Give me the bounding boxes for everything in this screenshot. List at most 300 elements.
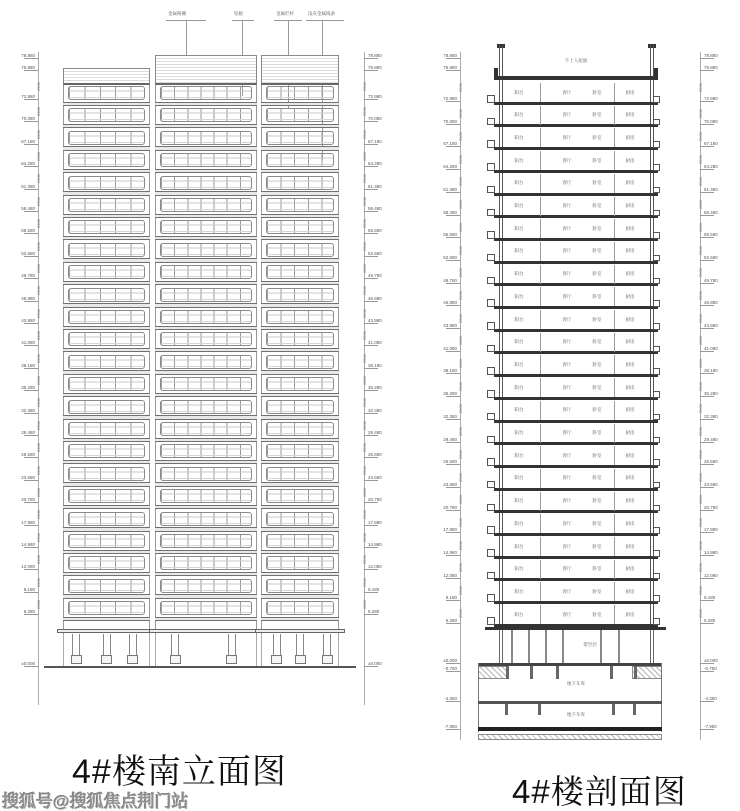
callout-label-4: 浅灰金属线条 [308, 11, 335, 16]
level-tick [364, 70, 378, 71]
level-tick [364, 525, 378, 526]
level-label: 38.180 [443, 368, 457, 374]
level-tick [446, 169, 460, 170]
window-strip [266, 198, 334, 212]
floor-slab [494, 193, 658, 196]
spandrel-band [155, 438, 257, 443]
level-tick [24, 99, 38, 100]
partition-wall [540, 537, 541, 556]
floor-height-dim: 2900 [457, 109, 463, 119]
room-label: 厨房 [625, 361, 635, 367]
level-label: 23.680 [21, 474, 35, 480]
floor-height-dim: 2900 [697, 449, 703, 459]
level-tick [364, 502, 378, 503]
level-label: 64.280 [443, 164, 457, 170]
floor-slab [494, 147, 658, 150]
floor-height-dim: 2900 [361, 174, 367, 184]
level-tick [700, 70, 714, 71]
room-label: 客厅 [562, 543, 572, 549]
balcony-bracket-left [487, 322, 495, 330]
floor-height-dim: 2900 [697, 109, 703, 119]
level-label: 12.080 [368, 564, 382, 570]
room-label: 阳台 [514, 203, 524, 208]
ground-column [618, 630, 620, 663]
spandrel-band [155, 236, 257, 241]
floor-height-dim: 2900 [35, 308, 41, 318]
floor-height-dim: 2900 [697, 268, 703, 278]
balcony-bracket-right [653, 323, 660, 330]
floor-height-dim: 2900 [457, 608, 463, 618]
spandrel-band [63, 527, 150, 532]
room-label: 厨房 [625, 407, 635, 413]
floor-height-dim: 2900 [361, 264, 367, 273]
partition-wall [540, 355, 541, 374]
level-label: 32.380 [368, 407, 382, 413]
partition-wall [614, 242, 615, 261]
room-label: 阳台 [514, 361, 524, 367]
balcony-bracket-right [653, 618, 660, 625]
level-label: 61.380 [704, 186, 718, 192]
spandrel-band [261, 214, 339, 219]
level-label: 61.380 [443, 186, 457, 192]
window-strip [160, 534, 252, 548]
level-tick [24, 457, 38, 458]
floor-height-dim: 2900 [457, 222, 463, 232]
level-tick [446, 442, 460, 443]
level-tick [24, 58, 38, 59]
partition-wall [540, 333, 541, 352]
partition-wall [614, 469, 615, 488]
partition-wall [614, 582, 615, 601]
window-strip [266, 176, 334, 190]
level-tick [700, 396, 714, 397]
level-tick [700, 237, 714, 238]
level-label: 6.280 [368, 609, 380, 615]
level-label: 55.580 [443, 232, 457, 238]
window-strip [266, 131, 334, 145]
floor-height-dim: 2900 [457, 449, 463, 459]
floor-height-dim: 2900 [361, 465, 367, 475]
floor-height-dim: 2900 [457, 359, 463, 369]
level-tick [446, 215, 460, 216]
partition-wall [614, 492, 615, 511]
section-exterior-wall-left [499, 45, 503, 630]
floor-height-dim: 2900 [361, 398, 367, 408]
room-label: 卧室 [592, 475, 602, 481]
floor-height-dim: 2900 [697, 381, 703, 391]
level-label: 67.180 [368, 138, 382, 144]
level-label: 12.080 [704, 572, 718, 578]
spandrel-band [155, 527, 257, 532]
floor-height-dim: 2900 [457, 427, 463, 437]
floor-slab [494, 533, 658, 536]
room-label: 客厅 [562, 452, 572, 458]
floor-height-dim: 2900 [457, 404, 463, 414]
level-label: 20.780 [443, 504, 457, 510]
level-tick [364, 121, 378, 122]
floor-height-dim: 2900 [457, 177, 463, 187]
balcony-bracket-left [487, 95, 495, 103]
level-tick [24, 413, 38, 414]
basement-wall-stub [530, 666, 533, 679]
spandrel-band [155, 572, 257, 577]
callout-label-1: 金属格栅 [168, 11, 186, 16]
partition-wall [540, 197, 541, 216]
basement-wall-stub [610, 666, 613, 679]
level-tick [446, 555, 460, 556]
balcony-bracket-right [653, 573, 660, 580]
spandrel-band [155, 102, 257, 107]
floor-slab [494, 102, 658, 105]
room-label: 阳台 [514, 157, 524, 163]
level-label: 9.180 [445, 595, 457, 601]
basement-column-stub [505, 704, 508, 715]
room-label: 卧室 [592, 112, 602, 118]
level-tick [446, 671, 460, 672]
floor-slab [494, 124, 658, 127]
spandrel-band [155, 415, 257, 420]
window-strip [160, 332, 252, 346]
floor-height-dim: 2900 [35, 510, 41, 520]
column-base [322, 655, 333, 664]
spandrel-band [63, 505, 150, 510]
partition-wall [540, 514, 541, 533]
partition-wall [614, 537, 615, 556]
room-label: 客厅 [562, 112, 572, 118]
level-tick [446, 124, 460, 125]
level-label: 75.880 [443, 65, 457, 70]
window-strip [68, 198, 145, 212]
spandrel-band [261, 146, 339, 151]
partition-wall [614, 151, 615, 170]
room-label: 客厅 [562, 203, 572, 208]
parapet-band [261, 55, 339, 85]
balcony-bracket-right [653, 482, 660, 489]
ground-column [511, 630, 513, 663]
level-tick [364, 323, 378, 324]
window-strip [266, 534, 334, 548]
window-strip [160, 512, 252, 526]
spandrel-band [261, 460, 339, 465]
level-label: 6.280 [704, 618, 716, 624]
entrance-canopy [255, 629, 345, 633]
section-ground-floor-label: 架空层 [583, 642, 597, 647]
level-label: 70.080 [704, 118, 718, 124]
level-tick [364, 666, 378, 667]
window-strip [68, 355, 145, 369]
partition-wall [614, 310, 615, 329]
callout-label-2: 铝板 [234, 11, 243, 16]
spandrel-band [261, 594, 339, 599]
room-label: 厨房 [625, 225, 635, 231]
level-label: 41.080 [704, 345, 718, 351]
spandrel-band [155, 169, 257, 174]
window-strip [68, 400, 145, 414]
spandrel-band [63, 191, 150, 196]
floor-height-dim: 2900 [35, 353, 41, 363]
window-strip [68, 377, 145, 391]
level-label: 52.680 [704, 254, 718, 260]
floor-height-dim: 2900 [35, 555, 41, 565]
spandrel-band [261, 348, 339, 353]
floor-height-dim: 2900 [697, 495, 703, 505]
partition-wall [540, 582, 541, 601]
spandrel-band [261, 505, 339, 510]
room-label: 厨房 [625, 475, 635, 481]
window-strip [160, 108, 252, 122]
floor-height-dim: 2900 [457, 381, 463, 391]
window-strip [160, 310, 252, 324]
balcony-bracket-right [653, 96, 660, 103]
level-tick [700, 510, 714, 511]
level-tick [364, 435, 378, 436]
partition-wall [540, 83, 541, 102]
balcony-bracket-left [487, 481, 495, 489]
window-strip [68, 131, 145, 145]
floor-height-dim: 2900 [361, 241, 367, 251]
level-tick [364, 368, 378, 369]
spandrel-band [63, 393, 150, 398]
window-strip [68, 556, 145, 570]
level-label: 35.280 [704, 391, 718, 397]
room-label: 厨房 [625, 566, 635, 572]
level-tick [364, 278, 378, 279]
balcony-bracket-left [487, 209, 495, 217]
floor-height-dim: 2900 [697, 563, 703, 573]
room-label: 阳台 [514, 384, 524, 390]
partition-wall [540, 106, 541, 125]
window-strip [68, 243, 145, 257]
room-label: 阳台 [514, 271, 524, 277]
spandrel-band [261, 102, 339, 107]
floor-height-dim: 2900 [361, 420, 367, 430]
window-strip [160, 86, 252, 100]
floor-height-dim: 2900 [697, 472, 703, 482]
partition-wall [614, 106, 615, 125]
level-tick [700, 623, 714, 624]
balcony-bracket-right [653, 119, 660, 126]
level-label: -0.750 [444, 666, 457, 671]
window-strip [266, 288, 334, 302]
level-tick [24, 569, 38, 570]
balcony-bracket-left [487, 390, 495, 398]
level-label: 20.780 [21, 497, 35, 503]
level-tick [364, 569, 378, 570]
floor-height-dim: 2900 [457, 200, 463, 210]
room-label: 阳台 [514, 134, 524, 140]
floor-height-dim: 2900 [457, 154, 463, 164]
level-label: ±0.000 [368, 661, 382, 666]
level-tick [446, 464, 460, 465]
window-strip [266, 153, 334, 167]
level-tick [24, 323, 38, 324]
level-label: 46.880 [21, 295, 35, 301]
window-strip [68, 444, 145, 458]
level-tick [24, 345, 38, 346]
level-label: 55.580 [21, 228, 35, 234]
spandrel-band [261, 326, 339, 331]
callout-leader-line [306, 20, 344, 21]
level-tick [24, 301, 38, 302]
floor-slab [494, 510, 658, 513]
room-label: 厨房 [625, 520, 635, 526]
partition-wall [614, 174, 615, 193]
level-tick [24, 256, 38, 257]
spandrel-band [261, 482, 339, 487]
level-tick [700, 600, 714, 601]
room-label: 厨房 [625, 384, 635, 390]
floor-height-dim: 2900 [457, 132, 463, 142]
window-strip [266, 86, 334, 100]
basement-wall-stub [634, 666, 637, 679]
floor-height-dim: 2900 [697, 540, 703, 550]
room-label: 厨房 [625, 611, 635, 617]
window-strip [266, 444, 334, 458]
partition-wall [540, 219, 541, 238]
level-tick [446, 663, 460, 664]
spandrel-band [261, 281, 339, 286]
window-strip [68, 601, 145, 615]
window-strip [266, 108, 334, 122]
room-label: 客厅 [562, 271, 572, 277]
spandrel-band [63, 348, 150, 353]
level-label: 72.980 [704, 96, 718, 101]
level-label: ±0.000 [21, 661, 35, 666]
section-ground-wall-right [650, 630, 654, 663]
level-label: 12.080 [21, 564, 35, 570]
spandrel-band [63, 258, 150, 263]
room-label: 厨房 [625, 248, 635, 254]
floor-height-dim: 2900 [457, 245, 463, 255]
level-label: 46.880 [368, 295, 382, 301]
floor-slab [494, 397, 658, 400]
balcony-bracket-left [487, 594, 495, 602]
level-tick [364, 256, 378, 257]
room-label: 客厅 [562, 180, 572, 186]
window-strip [266, 400, 334, 414]
level-label: 29.480 [704, 436, 718, 442]
section-exterior-wall-right [650, 45, 654, 630]
balcony-bracket-left [487, 572, 495, 580]
level-tick [700, 419, 714, 420]
level-label: -0.750 [704, 666, 717, 671]
window-strip [68, 265, 145, 279]
basement-wall-stub [556, 666, 559, 679]
level-label: 41.080 [368, 340, 382, 346]
callout-leader-line [232, 20, 254, 21]
window-strip [68, 176, 145, 190]
partition-wall [614, 219, 615, 238]
floor-height-dim: 2900 [361, 555, 367, 565]
spandrel-band [261, 124, 339, 129]
window-strip [160, 444, 252, 458]
basement2-label: 地下车库 [567, 712, 585, 717]
partition-wall [614, 401, 615, 420]
window-strip [160, 176, 252, 190]
level-tick [364, 301, 378, 302]
entrance-canopy [149, 629, 263, 633]
partition-wall [540, 151, 541, 170]
window-strip [160, 489, 252, 503]
balcony-bracket-right [653, 391, 660, 398]
window-strip [160, 153, 252, 167]
balcony-bracket-right [653, 437, 660, 444]
floor-height-dim: 2900 [35, 129, 41, 139]
column-base [226, 655, 237, 664]
level-tick [446, 600, 460, 601]
level-tick [446, 532, 460, 533]
floor-height-dim: 2900 [361, 353, 367, 363]
basement-bottom-slab [478, 727, 662, 731]
window-strip [68, 310, 145, 324]
balcony-bracket-right [653, 550, 660, 557]
room-label: 卧室 [592, 407, 602, 413]
window-strip [68, 489, 145, 503]
level-tick [364, 480, 378, 481]
room-label: 客厅 [562, 384, 572, 390]
level-label: 17.880 [704, 527, 718, 533]
spandrel-band [155, 617, 257, 622]
level-tick [446, 283, 460, 284]
floor-height-dim: 2900 [35, 174, 41, 184]
room-label: 卧室 [592, 89, 602, 95]
room-label: 厨房 [625, 112, 635, 118]
level-label: -4.350 [704, 696, 717, 701]
level-tick [24, 70, 38, 71]
room-label: 客厅 [562, 588, 572, 594]
level-tick [446, 373, 460, 374]
partition-wall [614, 560, 615, 579]
balcony-bracket-left [487, 617, 495, 625]
level-label: 43.980 [21, 318, 35, 323]
spandrel-band [155, 550, 257, 555]
level-tick [446, 146, 460, 147]
floor-slab [494, 306, 658, 309]
floor-height-dim: 2900 [457, 586, 463, 596]
level-tick [364, 413, 378, 414]
room-label: 客厅 [562, 248, 572, 254]
balcony-bracket-left [487, 413, 495, 421]
partition-wall [540, 424, 541, 443]
window-strip [160, 288, 252, 302]
level-tick [700, 351, 714, 352]
basement-column-stub [612, 704, 615, 715]
floor-height-dim: 2900 [35, 107, 41, 117]
partition-wall [540, 310, 541, 329]
level-tick [364, 233, 378, 234]
spandrel-band [261, 303, 339, 308]
level-label: 58.480 [368, 206, 382, 211]
floor-height-dim: 2900 [697, 222, 703, 232]
window-strip [266, 243, 334, 257]
partition-wall [540, 446, 541, 465]
floor-height-dim: 2900 [457, 563, 463, 573]
floor-height-dim: 2900 [697, 200, 703, 210]
entrance-canopy [57, 629, 156, 633]
level-tick [24, 368, 38, 369]
ground-column [528, 630, 530, 663]
level-tick [446, 237, 460, 238]
spandrel-band [63, 594, 150, 599]
room-label: 卧室 [592, 339, 602, 345]
room-label: 厨房 [625, 543, 635, 549]
balcony-bracket-left [487, 118, 495, 126]
room-label: 阳台 [514, 339, 524, 345]
level-tick [446, 351, 460, 352]
floor-height-dim: 2900 [35, 488, 41, 497]
spandrel-band [261, 550, 339, 555]
window-strip [68, 220, 145, 234]
